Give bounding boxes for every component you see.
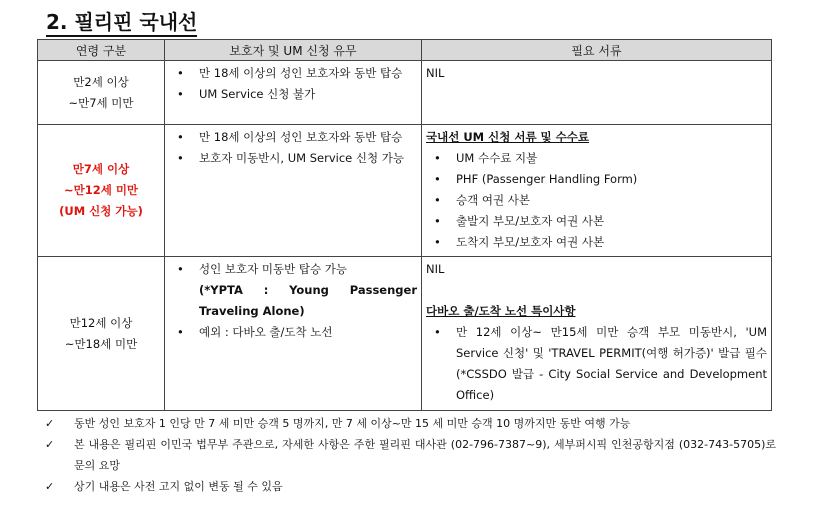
check-icon: ✓ — [45, 438, 55, 451]
list-item: • 도착지 부모/보호자 여권 사본 — [426, 232, 767, 253]
nil-text: NIL — [426, 66, 445, 80]
age-line: ~만7세 미만 — [68, 95, 134, 110]
check-icon: ✓ — [45, 480, 55, 493]
documents-cell — [422, 257, 772, 411]
header-guardian: 보호자 및 UM 신청 유무 — [165, 40, 422, 61]
table-row — [38, 61, 772, 125]
list-item: • 승객 여권 사본 — [426, 190, 767, 211]
header-documents: 필요 서류 — [422, 40, 772, 61]
age-line: ~만12세 미만 — [63, 183, 139, 197]
documents-cell — [422, 61, 772, 125]
page-title: 2. 필리핀 국내선 — [46, 10, 197, 37]
age-line: 만12세 이상 — [69, 315, 133, 330]
note-item — [40, 476, 776, 497]
table-row — [38, 125, 772, 257]
age-line: ~만18세 미만 — [64, 336, 138, 351]
list-item: • 예외 : 다바오 출/도착 노선 — [169, 322, 417, 343]
note-text: 동반 성인 보호자 1 인당 만 7 세 미만 승객 5 명까지, 만 7 세 이상~만 15 세 미만 승객 10 명까지만 동반 여행 가능 — [74, 417, 631, 430]
list-item: • 보호자 미동반시, UM Service 신청 가능 — [169, 148, 417, 169]
guardian-cell — [165, 257, 422, 411]
list-item: • 만 18세 이상의 성인 보호자와 동반 탑승 — [169, 63, 417, 84]
table-row — [38, 257, 772, 411]
note-text: 본 내용은 필리핀 이민국 법무부 주관으로, 자세한 사항은 주한 필리핀 대사관 (02-796-7387~9), 세부퍼시픽 인천공항지점 (032-743-5705)로 문의 요망 — [74, 438, 776, 472]
notes-section — [40, 413, 776, 497]
age-cell — [38, 257, 165, 411]
nil-text: NIL — [426, 262, 445, 276]
list-item-text: 성인 보호자 미동반 탑승 가능 — [199, 262, 347, 276]
age-line: (UM 신청 가능) — [59, 204, 143, 218]
check-icon: ✓ — [45, 417, 55, 430]
age-cell — [38, 125, 165, 257]
list-item: • UM 수수료 지불 — [426, 148, 767, 169]
ypta-note: (*YPTA : Young Passenger Traveling Alone) — [199, 283, 417, 318]
age-cell — [38, 61, 165, 125]
list-item — [169, 259, 417, 322]
list-item: • 만 18세 이상의 성인 보호자와 동반 탑승 — [169, 127, 417, 148]
list-item: • PHF (Passenger Handling Form) — [426, 169, 767, 190]
list-item: • 출발지 부모/보호자 여권 사본 — [426, 211, 767, 232]
section-heading: 다바오 출/도착 노선 특이사항 — [426, 304, 576, 318]
guardian-cell — [165, 61, 422, 125]
header-age: 연령 구분 — [38, 40, 165, 61]
age-line: 만2세 이상 — [73, 74, 129, 89]
age-line: 만7세 이상 — [72, 162, 130, 176]
list-item: • UM Service 신청 불가 — [169, 84, 417, 105]
documents-cell — [422, 125, 772, 257]
age-requirements-table — [37, 39, 772, 411]
guardian-cell — [165, 125, 422, 257]
note-item — [40, 413, 776, 434]
list-item: • 만 12세 이상~ 만15세 미만 승객 부모 미동반시, 'UM Service 신청' 및 'TRAVEL PERMIT(여행 허가증)' 발급 필수(*CSSDO 발급 - City Social Service and Development Office) — [426, 322, 767, 406]
note-item — [40, 434, 776, 476]
note-text: 상기 내용은 사전 고지 없이 변동 될 수 있음 — [74, 480, 283, 493]
table-header-row — [38, 40, 772, 61]
section-heading: 국내선 UM 신청 서류 및 수수료 — [426, 130, 589, 144]
